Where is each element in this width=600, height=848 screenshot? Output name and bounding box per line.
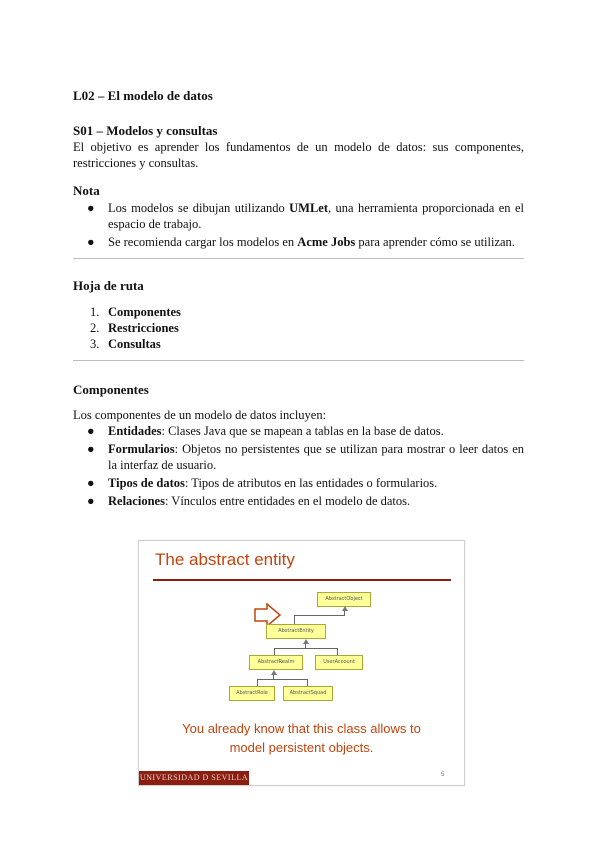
slide-caption: You already know that this class allows to model persistent objects. xyxy=(182,721,421,755)
component-item-relations: ● Relaciones: Vínculos entre entidades en el modelo de datos. xyxy=(87,494,411,508)
uml-abstract-role: AbstractRole xyxy=(229,686,275,701)
slide-title: The abstract entity xyxy=(155,550,295,569)
component-item-forms: ● Formularios: Objetos no persistentes que se utilizan para mostrar o leer datos en la interfaz de usuario. xyxy=(87,442,524,472)
slide-image xyxy=(138,540,465,786)
bullet-icon: ● xyxy=(87,201,95,215)
component-item-datatypes: ● Tipos de datos: Tipos de atributos en las entidades o formularios. xyxy=(87,476,438,490)
uml-connector xyxy=(274,648,275,655)
inheritance-arrow-icon xyxy=(342,606,348,611)
inheritance-arrow-icon xyxy=(303,639,309,644)
slide-title-underline xyxy=(153,579,451,581)
acme-jobs-term: Acme Jobs xyxy=(297,235,356,249)
section-heading-models: S01 – Modelos y consultas xyxy=(73,123,218,138)
intro-paragraph: El objetivo es aprender los fundamentos de un modelo de datos: sus componentes, restricciones y consultas. xyxy=(73,140,524,170)
inheritance-arrow-icon xyxy=(271,670,277,675)
components-heading: Componentes xyxy=(73,382,149,397)
roadmap-list xyxy=(73,304,181,352)
slide-page-number: 5 xyxy=(441,772,445,778)
university-logo-bar: UNIVERSIDAD D SEVILLA xyxy=(139,771,249,785)
uml-user-account: UserAccount xyxy=(315,655,363,670)
component-item-entities: ● Entidades: Clases Java que se mapean a tablas en la base de datos. xyxy=(87,424,444,438)
bullet-icon: ● xyxy=(87,476,95,490)
uml-connector xyxy=(307,679,308,686)
bullet-icon: ● xyxy=(87,442,95,456)
uml-connector xyxy=(274,648,337,649)
uml-connector xyxy=(257,679,258,686)
note-heading: Nota xyxy=(73,183,100,198)
roadmap-item: 1. Componentes xyxy=(90,305,181,319)
uml-abstract-realm: AbstractRealm xyxy=(249,655,303,670)
roadmap-item: 3. Consultas xyxy=(90,337,161,351)
uml-abstract-squad: AbstractSquad xyxy=(283,686,333,701)
uml-connector xyxy=(294,615,295,624)
components-intro: Los componentes de un modelo de datos incluyen: xyxy=(73,408,327,422)
note-item-umlet: ● Los modelos se dibujan utilizando UMLet, una herramienta proporcionada en el espacio de trabajo. xyxy=(87,201,524,231)
bullet-icon: ● xyxy=(87,494,95,508)
roadmap-item: 2. Restricciones xyxy=(90,321,179,335)
uml-connector xyxy=(337,648,338,655)
note-list xyxy=(73,200,524,252)
bullet-icon: ● xyxy=(87,235,95,249)
bullet-icon: ● xyxy=(87,424,95,438)
note-item-acme: ● Se recomienda cargar los modelos en Acme Jobs para aprender cómo se utilizan. xyxy=(87,235,515,249)
uml-abstract-object: AbstractObject xyxy=(317,592,371,607)
divider xyxy=(73,258,524,259)
umlet-term: UMLet xyxy=(289,201,328,215)
components-list xyxy=(73,423,524,511)
roadmap-heading: Hoja de ruta xyxy=(73,278,144,293)
divider xyxy=(73,360,524,361)
uml-connector xyxy=(294,615,345,616)
uml-connector xyxy=(257,679,307,680)
uml-abstract-entity: AbstractEntity xyxy=(266,624,326,639)
document-title: L02 – El modelo de datos xyxy=(73,88,213,103)
